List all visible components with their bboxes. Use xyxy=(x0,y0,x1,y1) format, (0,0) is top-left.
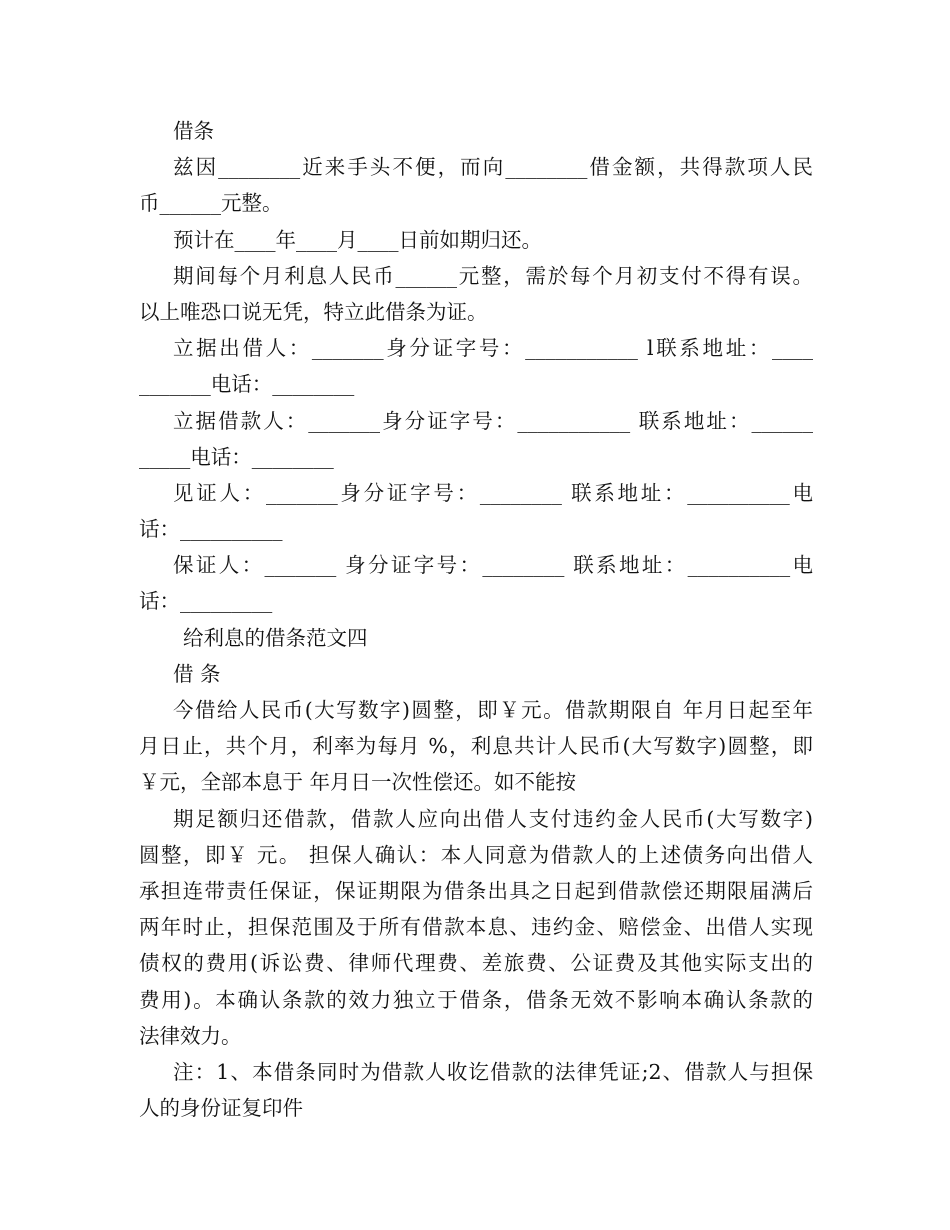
text-line-title-2: 借 条 xyxy=(173,661,221,686)
text-line-p1-l1: 兹因________近来手头不便，而向________借金额，共得款项人民 xyxy=(173,155,813,180)
text-line-p8-l2: 月日止，共个月，利率为每月 %，利息共计人民币(大写数字)圆整，即 xyxy=(139,734,813,759)
text-line-p9-l5: 债权的费用(诉讼费、律师代理费、差旅费、公证费及其他实际支出的 xyxy=(139,951,813,976)
text-line-p8-l1: 今借给人民币(大写数字)圆整，即￥元。借款期限自 年月日起至年 xyxy=(173,698,813,722)
text-line-p1-l2: 币______元整。 xyxy=(139,191,283,216)
text-line-p9-l2: 圆整，即￥ 元。 担保人确认：本人同意为借款人的上述债务向出借人 xyxy=(139,842,813,867)
text-line-heading-4: 给利息的借条范文四 xyxy=(183,625,368,650)
text-line-p6-l2: 话：__________ xyxy=(139,517,283,542)
text-line-p6-l1: 见证人：_______身分证字号：________ 联系地址：__________电 xyxy=(173,480,813,505)
text-line-p10-l2: 人的身份证复印件 xyxy=(139,1096,303,1121)
text-line-p3-l2: 以上唯恐口说无凭，特立此借条为证。 xyxy=(139,299,488,324)
text-line-p9-l4: 两年时止，担保范围及于所有借款本息、违约金、赔偿金、出借人实现 xyxy=(139,915,813,940)
text-line-p8-l3: ￥元，全部本息于 年月日一次性偿还。如不能按 xyxy=(139,770,577,795)
text-line-p10-l1: 注：1、本借条同时为借款人收讫借款的法律凭证;2、借款人与担保 xyxy=(173,1059,813,1084)
text-line-p2-l1: 预计在____年____月____日前如期归还。 xyxy=(173,227,542,252)
text-line-p4-l1: 立据出借人：_______身分证字号：___________ l联系地址：____ xyxy=(173,336,813,361)
text-line-p9-l1: 期足额归还借款，借款人应向出借人支付违约金人民币(大写数字) xyxy=(173,806,813,831)
text-line-p5-l2: _____电话：________ xyxy=(139,444,334,469)
document-body xyxy=(139,113,813,1126)
text-line-p3-l1: 期间每个月利息人民币______元整，需於每个月初支付不得有误。 xyxy=(173,263,813,288)
text-line-p9-l7: 法律效力。 xyxy=(139,1023,242,1048)
text-line-title-1: 借条 xyxy=(173,119,214,143)
text-line-p9-l3: 承担连带责任保证，保证期限为借条出具之日起到借款偿还期限届满后 xyxy=(139,878,813,903)
text-line-p7-l1: 保证人：_______ 身分证字号：________ 联系地址：__________电 xyxy=(173,553,813,578)
text-line-p4-l2: _______电话：________ xyxy=(139,372,355,397)
text-line-p9-l6: 费用)。本确认条款的效力独立于借条，借条无效不影响本确认条款的 xyxy=(139,987,813,1012)
text-line-p7-l2: 话：_________ xyxy=(139,589,273,614)
text-line-p5-l1: 立据借款人：_______身分证字号：___________ 联系地址：______ xyxy=(173,408,813,433)
